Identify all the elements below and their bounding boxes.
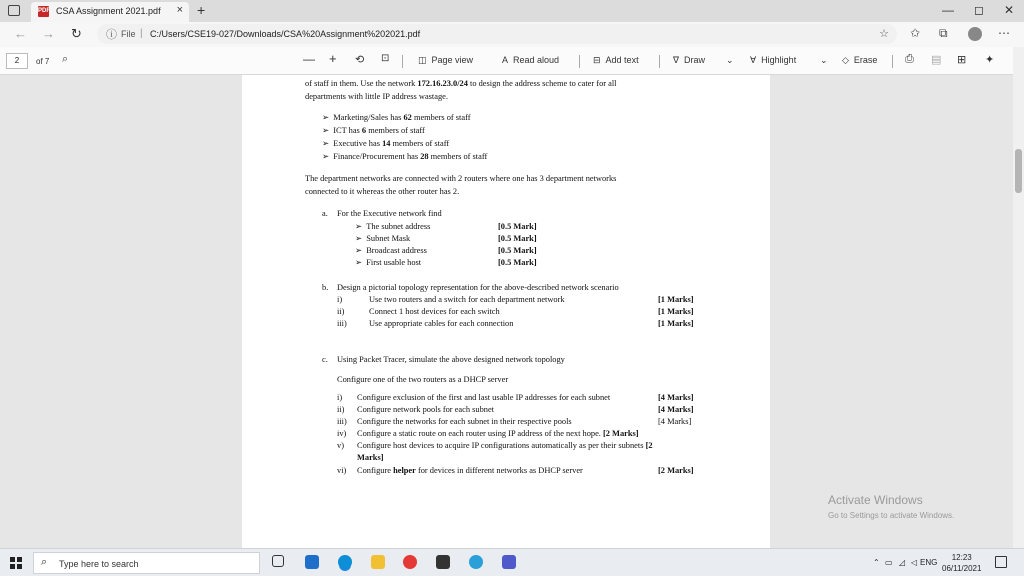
- read-aloud-icon: A: [502, 55, 509, 65]
- address-bar: [0, 22, 1024, 47]
- more-menu-icon[interactable]: ⋯: [998, 26, 1010, 40]
- add-favorite-icon[interactable]: ☆: [879, 28, 889, 40]
- volume-icon[interactable]: ◁: [911, 558, 918, 567]
- tab-title: CSA Assignment 2021.pdf: [56, 6, 161, 16]
- question-c-num: iv): [337, 429, 347, 438]
- highlight-button[interactable]: [750, 55, 796, 66]
- vertical-scrollbar[interactable]: [1013, 47, 1024, 548]
- read-aloud-button[interactable]: [502, 55, 559, 65]
- question-c-sub: Configure one of the two routers as a DHCP server: [337, 375, 509, 384]
- activation-watermark: [828, 493, 954, 520]
- tab-strip: [0, 0, 1024, 22]
- toolbar-divider: [659, 55, 660, 68]
- question-c-item: Configure helper for devices in different networks as DHCP server: [357, 466, 583, 475]
- draw-icon: ∇: [673, 55, 680, 65]
- rotate-icon[interactable]: ⟲: [355, 54, 365, 66]
- draw-dropdown-icon[interactable]: ⌄: [726, 55, 734, 65]
- question-c-text: Using Packet Tracer, simulate the above designed network topology: [337, 355, 565, 364]
- watermark-title: Activate Windows: [828, 493, 923, 507]
- question-c-label: c.: [322, 355, 328, 364]
- question-c-item: Configure network pools for each subnet: [357, 405, 494, 414]
- zoom-in-button[interactable]: +: [329, 51, 337, 66]
- zoom-out-button[interactable]: —: [303, 52, 315, 66]
- system-clock[interactable]: [942, 552, 981, 574]
- pdf-toolbar: [0, 47, 1024, 75]
- question-c-num: iii): [337, 417, 347, 426]
- mark-label: [1 Marks]: [658, 319, 694, 328]
- search-icon: ⌕: [41, 556, 48, 568]
- question-c-num: v): [337, 441, 344, 450]
- question-b-num: ii): [337, 307, 345, 316]
- question-b-text: Design a pictorial topology representation for the above-described network scenario: [337, 283, 619, 292]
- intro-line-2: departments with little IP address wastage.: [305, 92, 448, 101]
- file-explorer-icon[interactable]: [371, 555, 385, 569]
- page-view-button[interactable]: [418, 55, 473, 66]
- intro-line-1: of staff in them. Use the network 172.16.23.0/24 to design the address scheme to cater for all: [305, 79, 617, 88]
- question-a-item: ➢ Subnet Mask: [355, 234, 411, 243]
- question-a-item: ➢ First usable host: [355, 258, 422, 267]
- scrollbar-thumb[interactable]: [1015, 149, 1022, 193]
- browser-tab[interactable]: [31, 2, 189, 22]
- add-text-button[interactable]: [593, 55, 639, 66]
- pdf-favicon-icon: PDF: [38, 6, 49, 17]
- question-b-num: i): [337, 295, 343, 304]
- add-text-label: Add text: [605, 55, 639, 65]
- question-b-item: Connect 1 host devices for each switch: [369, 307, 500, 316]
- page-count: of 7: [36, 57, 50, 66]
- question-a-text: For the Executive network find: [337, 209, 442, 218]
- close-window-button[interactable]: ✕: [1004, 3, 1015, 17]
- mark-label: [4 Marks]: [658, 417, 692, 426]
- taskbar: [0, 548, 1024, 576]
- search-icon[interactable]: ⌕: [62, 53, 69, 65]
- notification-center-icon[interactable]: [995, 556, 1007, 568]
- battery-icon[interactable]: ▭: [885, 558, 893, 567]
- question-c-item: Configure exclusion of the first and last usable IP addresses for each subnet: [357, 393, 611, 402]
- dept-item: ➢ Marketing/Sales has 62 members of staff: [322, 113, 471, 122]
- highlight-dropdown-icon[interactable]: ⌄: [820, 55, 828, 65]
- clock-time: 12:23: [951, 553, 972, 562]
- profile-avatar[interactable]: [968, 27, 982, 41]
- highlight-label: Highlight: [761, 55, 797, 65]
- add-text-icon: ⊟: [593, 55, 601, 65]
- dept-item: ➢ Executive has 14 members of staff: [322, 139, 450, 148]
- mark-label: [4 Marks]: [658, 393, 694, 402]
- url-text[interactable]: C:/Users/CSE19-027/Downloads/CSA%20Assignment%202021.pdf: [150, 29, 421, 39]
- toolbar-divider: [892, 55, 893, 68]
- pdf-viewer: [0, 75, 1024, 548]
- taskbar-search-placeholder: Type here to search: [59, 559, 139, 569]
- question-c-num: vi): [337, 466, 347, 475]
- page-view-icon: ◫: [418, 55, 427, 65]
- draw-label: Draw: [684, 55, 706, 65]
- forward-icon[interactable]: →: [42, 26, 55, 41]
- url-field[interactable]: [97, 24, 897, 44]
- question-a-item: ➢ Broadcast address: [355, 246, 427, 255]
- question-a-label: a.: [322, 209, 328, 218]
- mark-label: [0.5 Mark]: [498, 246, 537, 255]
- tab-actions-icon[interactable]: [8, 5, 20, 16]
- site-info-icon[interactable]: ⓘ: [106, 29, 117, 41]
- chrome-icon[interactable]: [403, 555, 417, 569]
- url-separator: |: [140, 28, 143, 39]
- refresh-icon[interactable]: ↻: [71, 26, 82, 41]
- task-view-icon[interactable]: [272, 555, 284, 567]
- tab-close-button[interactable]: ×: [176, 4, 183, 16]
- question-c-item: Configure the networks for each subnet in their respective pools: [357, 417, 572, 426]
- taskbar-search-input[interactable]: [33, 552, 260, 574]
- maximize-button[interactable]: ◻: [974, 3, 984, 17]
- favorites-icon[interactable]: ✩: [910, 26, 921, 40]
- highlight-icon: ∀: [750, 55, 757, 65]
- back-icon[interactable]: ←: [14, 26, 27, 41]
- mark-label: [2 Marks]: [658, 466, 694, 475]
- show-hidden-icons-icon[interactable]: ⌃: [873, 558, 880, 567]
- print-icon[interactable]: ⎙: [905, 53, 914, 65]
- dept-item: ➢ ICT has 6 members of staff: [322, 126, 425, 135]
- mark-label: Marks]: [357, 453, 384, 462]
- windows-start-icon[interactable]: [10, 557, 22, 569]
- language-indicator[interactable]: ENG: [920, 558, 938, 567]
- network-icon[interactable]: ◿: [899, 558, 906, 567]
- question-c-item: Configure a static route on each router using IP address of the next hope. [2 Marks]: [357, 429, 639, 438]
- page-number-input[interactable]: 2: [6, 53, 28, 69]
- pin-toolbar-icon[interactable]: ✦: [985, 54, 995, 66]
- question-a-item: ➢ The subnet address: [355, 222, 431, 231]
- clock-date: 06/11/2021: [942, 564, 982, 573]
- question-c-num: ii): [337, 405, 345, 414]
- mark-label: [0.5 Mark]: [498, 222, 537, 231]
- minimize-button[interactable]: —: [942, 3, 954, 17]
- toolbar-divider: [579, 55, 580, 68]
- mark-label: [4 Marks]: [658, 405, 694, 414]
- mark-label: [0.5 Mark]: [498, 258, 537, 267]
- question-b-num: iii): [337, 319, 347, 328]
- mark-label: [0.5 Mark]: [498, 234, 537, 243]
- question-c-item: Configure host devices to acquire IP configurations automatically as per their subnets [2: [357, 441, 653, 450]
- question-b-item: Use two routers and a switch for each department network: [369, 295, 565, 304]
- new-tab-button[interactable]: +: [197, 2, 206, 18]
- mark-label: [1 Marks]: [658, 307, 694, 316]
- collections-icon[interactable]: ⧉: [939, 26, 948, 40]
- mark-label: [1 Marks]: [658, 295, 694, 304]
- save-as-icon[interactable]: ⊞: [957, 54, 967, 66]
- mail-icon[interactable]: [305, 555, 319, 569]
- question-c-num: i): [337, 393, 343, 402]
- fit-page-icon[interactable]: ⊡: [381, 53, 390, 64]
- read-aloud-label: Read aloud: [513, 55, 560, 65]
- store-icon[interactable]: [436, 555, 450, 569]
- para-2-line-2: connected to it whereas the other router has 2.: [305, 187, 460, 196]
- teams-icon[interactable]: [502, 555, 516, 569]
- question-b-label: b.: [322, 283, 329, 292]
- draw-button[interactable]: [673, 55, 705, 66]
- question-b-item: Use appropriate cables for each connection: [369, 319, 514, 328]
- dept-item: ➢ Finance/Procurement has 28 members of staff: [322, 152, 488, 161]
- toolbar-divider: [402, 55, 403, 68]
- telegram-icon[interactable]: [469, 555, 483, 569]
- page-view-label: Page view: [431, 55, 474, 65]
- erase-button[interactable]: [842, 55, 877, 66]
- erase-icon: ◇: [842, 55, 849, 65]
- erase-label: Erase: [853, 55, 878, 65]
- save-icon[interactable]: ▤: [931, 54, 942, 66]
- pdf-page: [242, 75, 770, 548]
- edge-icon[interactable]: [338, 555, 352, 569]
- para-2-line-1: The department networks are connected with 2 routers where one has 3 department networks: [305, 174, 617, 183]
- url-scheme-label: File: [121, 29, 136, 39]
- watermark-subtitle: Go to Settings to activate Windows.: [828, 511, 955, 520]
